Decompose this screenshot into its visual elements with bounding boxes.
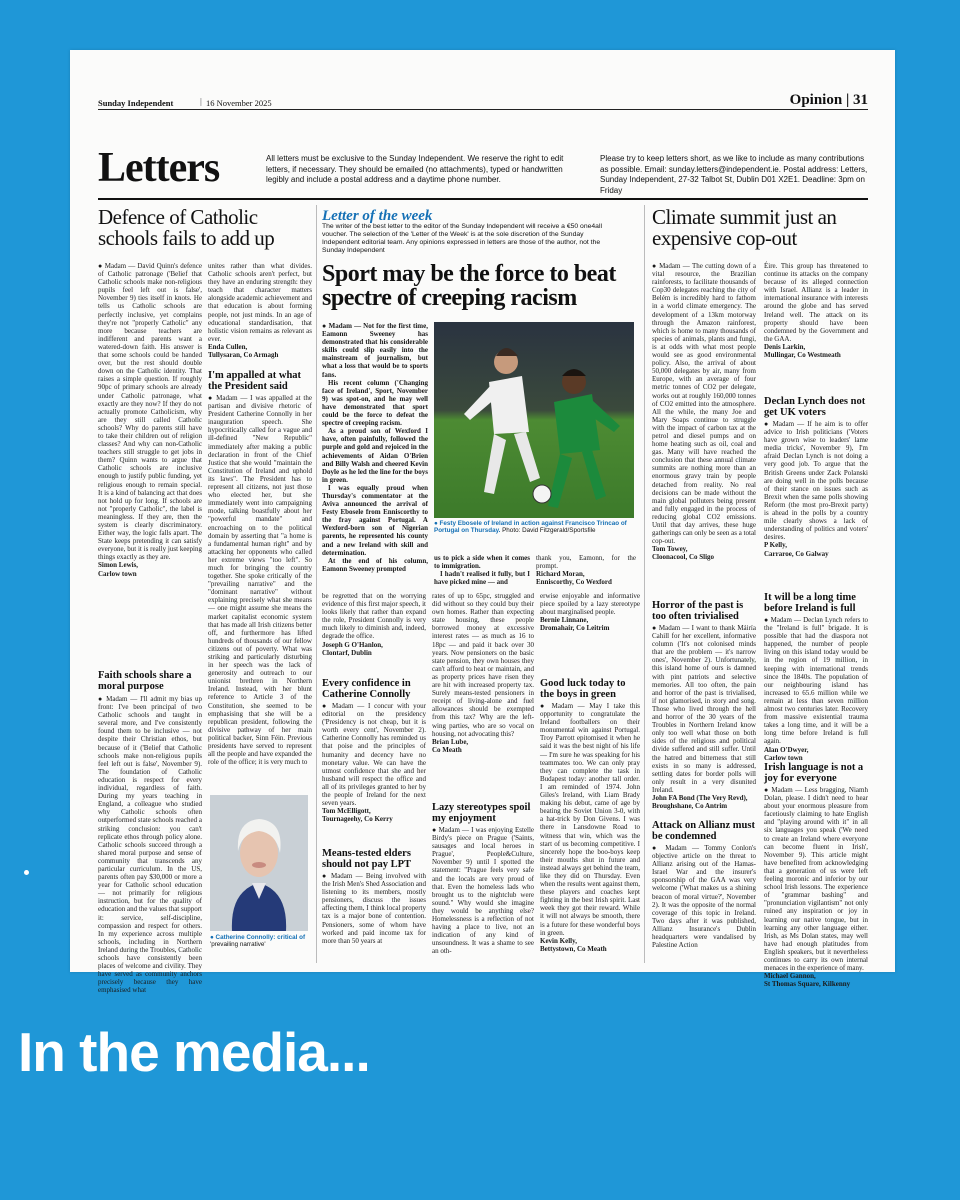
col7-subhead3: Irish language is not a joy for everyone [764,762,864,785]
col5-subhead: Good luck today to the boys in green [540,678,626,701]
signature-place: Carlow town [98,569,137,578]
in-the-media-caption: In the media... [18,1021,370,1083]
col3-body1: ● Madam — I concur with your editorial on the presidency ('Presidency is not cheap, but it is worth every cent', November 2). Catherine Connolly has reminded us that poise and the principles of humanity and decency have no monetary value. We can have the utmost confidence that she and her husband will respect the office and all of its privileges granted to her by the people of Ireland for the next seven years. Tom McElligott, Tournageehy, Co Kerry [322,702,426,824]
section-page: Opinion | 31 [789,92,868,108]
football-caption: ● Festy Ebosele of Ireland in action against Francisco Trincao of Portugal on Thursday. Photo: David Fitzgerald/Sportsfile [434,520,627,535]
letters-title: Letters [98,145,220,191]
col6-body2: ● Madam — I want to thank Máiría Cahill for her excellent, informative column ('It's not colonised minds that are the problem — it's narrow ones', November 2). Unfortunately, this island home of ours is damned with pint patriots and selective memories. All too often, the pain and horror of the past is trivialised, if not glamorised, in story and song. Those who lived through the hell and horror of the 30 years of the Troubles in Northern Ireland know only too well what those on both sides of the religious and political divide suffered and still suffer. Until the hatred and bitterness that still exists in so many is addressed, settling dates for border polls will only result in a very disunited Ireland. John FA Bond (The Very Revd), Broughshane, Co Antrim [652,624,756,811]
col6-subhead3: Attack on Allianz must be condemned [652,820,755,843]
col7-body3: ● Madam — Less bragging, Niamh Dolan, please. I didn't need to hear about your enormous pleasure from facetiously claiming to hate English and "playing around with it" in all six languages you speak ('We need to create an Ireland where everyone can become fluent in Irish', November 9). This article might have benefited from acknowledging that a generation of us were left feeling moronic and inferior by our school Irish lessons. The experience of "grammar bashing" and "pronunciation vigilantism" not only ruined any inspiration or joy in learning our native tongue, but in learning any other language either. Irish, as Ms Dolan states, may well have had enough platitudes from English speakers, but it nevertheless continues to carry its own internal menaces in the experience of many. Michael Gannon, St Thomas Square, Kilkenny [764,786,868,989]
col2-subhead: I'm appalled at what the President said [208,370,302,393]
col6-body3: ● Madam — Tommy Conlon's objective article on the threat to Allianz arising out of the Hamas-Israel War and the insurer's sponsorship of the GAA was very welcome ('What makes us a shining beacon of moral virtue?', November 2). It was the opposite of the normal coverage of this topic in Ireland. Two days after it was published, Allianz Insurance's Dublin headquarters were vandalised by Palestine Action [652,844,756,950]
col7-body2: ● Madam — Declan Lynch refers to the "Ireland is full" brigade. It is possible that had the diaspora not happened, the number of people living on this island today would be in the region of 19 million, in keeping with international trends since the 1840s. The population of our neighbouring island has increased to 65.6 million while we remain at less than seven million almost two centuries later. Recovery from massive existential trauma takes a long time, and it will be a long time before Ireland is full again. Alan O'Dwyer, Carlow town [764,616,868,762]
col2-body-top: unites rather than what divides. Catholic schools aren't perfect, but they have an enduring strength: they teach that character matters alongside academic achievement and that education is about forming people, not just minds. In an age of educational standardisation, that holistic vision remains as relevant as ever. Enda Cullen, Tullysaran, Co Armagh [208,262,312,360]
publication-name: Sunday Independent [98,98,174,108]
col3-subhead2: Means-tested elders should not pay LPT [322,848,411,871]
letter-of-week-note: The writer of the best letter to the editor of the Sunday Independent will receive a €50 one4all voucher. The selection of the 'Letter of the Week' is at the sole discretion of the Sunday Independent editorial team. Any opinions expressed in letters are those of the author, not the Sunday Independent [322,223,602,254]
col1-body: ● Madam — David Quinn's defence of Catholic patronage ('Belief that Catholic schools make non-religious pupils feel left out is false', November 9) ties itself in knots. He tells us Catholic schools are perfectly inclusive, yet complains they're not "properly Catholic" any more because teachers are indifferent and parents want a watered-down faith. His answer is that some schools could be handed over, but the rest should double down on the Catholic identity. That raises a simple question. If roughly 90pc of primary schools are already under Catholic patronage, what exactly are they now? If they do not actually promote Catholicism, why are they still called Catholic schools? Why do parents still have to take their children out of religion classes? And why can non-Catholic teachers still struggle to get jobs in them? Quinn wants to argue that Catholic schools are inclusive enough to justify public funding, yet religious enough to remain special. It is a kind of balancing act that does not hold up for long. If schools are not "properly Catholic", the label is meaningless. If they are, then the system is clearly discriminatory. Either way, the logic falls apart. The State keeps pretending it can satisfy everyone, but it is really just keeping things exactly as they are. Simon Lewis, Carlow town [98,262,202,578]
col7-subhead1: Declan Lynch does not get UK voters [764,396,866,419]
lotw-body-end: thank you, Eamonn, for the prompt. Richard Moran, Enniscorthy, Co Wexford [536,554,636,587]
col1-subhead: Faith schools share a moral purpose [98,670,192,693]
football-photo [434,322,634,518]
col7-subhead2: It will be a long time before Ireland is full [764,592,856,615]
column-divider [316,205,317,963]
signature: Simon Lewis, [98,561,139,570]
col7-body-top: Éire. This group has threatened to continue its attacks on the company because of its alleged connection with Israel. Allianz is a leader in international insurance with interests around the globe and has served Ireland well. The attack on its property should have been condemned by the Government and the GAA. Denis Larkin, Mullingar, Co Westmeath [764,262,868,360]
newspaper-page [70,50,895,995]
intro-right: Please try to keep letters short, as we like to include as many contributions as possible. Email: sunday.letters@independent.ie. Postal address: Letters, Sunday Independent, 27-32 Talbot St, Dublin D01 X2E1. Deadline: 3pm on Friday [600,154,868,195]
intro-left: All letters must be exclusive to the Sunday Independent. We reserve the right to edit letters, if necessary. They should be emailed (no attachments), typed or handwritten legibly and include a postal address and a daytime phone number. [266,154,564,184]
col4-body-top: rates of up to 65pc, struggled and did without so they could buy their own homes. Rather than expecting state housing, these people borrowed money at excessive interest rates — as much as 16 to 18pc — and paid it back over 30 years. Now pensioners on the basic state pension, they own houses they can't afford to heat or maintain, and as property prices have risen they are hit with increased property tax. Surely means-tested pensioners in receipt of living-alone and fuel allowances should be exempted from this tax? Why are the left-wing parties, who are so vocal on housing, not advocating this? Brian Lube, Co Meath [432,592,534,754]
col6-headline: Climate summit just an expensive cop-out [652,205,837,251]
lotw-body-cont: us to pick a side when it comes to immigration. I hadn't realised it fully, but I have picked mine — and [434,554,530,587]
col7-body1: ● Madam — If he aim is to offer advice to Irish politicians ('Voters have grown wise to leaders' lame media tricks', November 9), I'm afraid Declan Lynch is not doing a very good job. To argue that the British Greens under Zack Polanski are doing well in the polls because of their stance on issues such as Brexit when the same polls showing Reform (the most pro-Brexit party) is ahead in the polls by a country mile clearly shows a lack of understanding of politics and voters' desires. P Kelly, Carraroe, Co Galway [764,420,868,558]
issue-date: 16 November 2025 [206,98,272,108]
column-divider [644,205,645,963]
letter-of-week-headline: Sport may be the force to beat spectre of creeping racism [322,261,616,312]
col5-body: ● Madam — May I take this opportunity to congratulate the Ireland footballers on their monumental win against Portugal. Troy Parrott epitomised it when he said it was the best night of his life — I'm sure he was speaking for his teammates too. We can only pray they can complete the task in Budapest today: another tall order. I am reminded of 1974. John Giles's Ireland, with Liam Brady making his debut, came of age by beating the Soviet Union 3-0, with a hat-trick by Don Givens. I was there in Lansdowne Road to witness that win, which was the start of us becoming competitive. I sincerely hope the boo-boys keep their mouths shut in future and instead always get behind the team, like they did on Thursday. Even when the results went against them, these players and coaches kept fighting in the best Irish spirit. Last week they got their reward. While it will not always be smooth, there is a future for these wonderful boys in green. Kevin Kelly, Bettystown, Co Meath [540,702,640,953]
catherine-connolly-photo [210,795,308,931]
col6-body: ● Madam — The cutting down of a vital resource, the Brazilian rainforests, to facilitate thousands of Cop30 delegates reaching the city of Belém is incredibly hard to fathom in a world climate emergency. The development of a 13km motorway through the Amazon rainforest, which is home to many thousands of species of animals, plants and fungi, is at odds with what most people would see as good environmental policy. Also, the arrival of about 50,000 delegates by air, many from Europe, with an average of four metric tonnes of CO2 per delegate, works out at roughly 160,000 tonnes of CO2 emitted into the atmosphere. All the while, the many Joe and Mary Soaps continue to struggle with the impact of carbon tax at the petrol and diesel pumps and on home heating such as oil, coal and gas. Many will have reached the conclusion that these annual climate summits are nothing more than an enormous gravy train by people detached from reality. No real decisions can be made without the main global polluters being present and fully engaged in the process of reducing global CO2 emissions. Until that day arrives, these huge gatherings can only be seen as a total cop-out. Tom Towey, Cloonacool, Co Sligo [652,262,756,562]
col3-body2: ● Madam — Being involved with the Irish Men's Shed Association and listening to its members, mostly pensioners, discuss the issues affecting them, I think local property tax is a major bone of contention. Pensioners, some of whom have worked and paid income tax for more than 50 years at [322,872,426,945]
col4-subhead: Lazy stereotypes spoil my enjoyment [432,802,531,825]
lotw-body: ● Madam — Not for the first time, Eamonn Sweeney has demonstrated that his considerable skills could slip easily into the mainstream of journalism, but what a loss that would be to sports fans. His recent column ('Changing face of Ireland', Sport, November 9) was spot-on, and he may well have demonstrated that sport could be the force to defeat the spectre of creeping racism. As a proud son of Wexford I have, often painfully, followed the purple and gold and rejoiced in the achievements of Aidan O'Brien and Billy Walsh and cheered Kevin Doyle as he led the line for the boys in green. I was equally proud when Thursday's commentator at the Aviva announced the arrival of Festy Ebosele from Enniscorthy to the fray against Portugal. A Wexford-born son of Nigerian parents, he represented his county and a new Ireland with skill and determination. At the end of his column, Eamonn Sweeney prompted [322,322,428,573]
masthead: Sunday Independent | 16 November 2025 Opinion | 31 [98,92,868,108]
col1-body2: ● Madam — I'll admit my bias up front: I've been principal of two Catholic schools and taught in several more, and I've consistently found them to be inclusive — not despite their Christian ethos, but because of it ('Belief that Catholic schools make non-religious pupils feel left out is false', November 9). The foundation of Catholic education is respect for every individual, regardless of faith. During my years teaching in England, a colleague who studied why Catholic schools often outperformed state schools reached a striking conclusion: you can't replicate ethos through policy alone. Catholic schools succeed through a shared moral purpose and sense of community that transcends any particular curriculum. In the US, parents often pay $30,000 or more a year for Catholic school education — not primarily for religious instruction, but for the quality of education and the values that support it: service, self-discipline, compassion and respect for others. In my experience across multiple schools, including in Northern Ireland during the Troubles, Catholic schools have consistently been places of welcome and civility. They have served as community anchors precisely because they have emphasised what [98,695,202,995]
col3-body-top: be regretted that on the worrying evidence of this first major speech, it looks likely that rather than expand the role, President Connolly is very much likely to diminish and, indeed, degrade the office. Joseph G O'Hanlon, Clontarf, Dublin [322,592,426,657]
connolly-caption: ● Catherine Connolly: critical of 'prevailing narrative' [210,934,306,949]
col2-body: ● Madam — I was appalled at the partisan and divisive rhetoric of President Catherine Connolly in her inauguration speech. She hypocritically called for a vague and ill-defined "New Republic" immediately after making a public declaration in front of the Chief Justice that she would "maintain the Constitution of Ireland and uphold its laws". The President has to represent all citizens, not just those who elected her, but she immediately went into campaigning mode, talking boastfully about her "powerful mandate" and encroaching on to the political domain by asserting that "a home is a fundamental human right" and by attacking her opponents who called her extreme views "too left". So much for bringing the country together. She spoke critically of the "prevailing narrative" and the "dominant narrative" without explaining precisely what she means — one might assume she means the market capitalist economic system that has made all Irish citizens better off, and furthermore has lifted hundreds of thousands of our fellow citizens out of poverty. What was striking and particularly disturbing in her speech was the lack of generosity and outreach to our unionist brethren in Northern Ireland. Instead, with her blunt reference to Article 3 of the Constitution, she seemed to be emphasising that she will be a republican president, following the divisive pathway of her main political backer, Sinn Féin. Previous presidents have served to represent all the people and have expanded the role of the office; it is very much to [208,394,312,767]
letter-of-week-label: Letter of the week [322,208,433,224]
bullet-dot [24,870,29,875]
col5-body-top: erwise enjoyable and informative piece spoiled by a lazy stereotype about marginalised people. Bernie Linnane, Dromahair, Co Leitrim [540,592,640,633]
col6-subhead2: Horror of the past is too often trivialised [652,600,744,623]
header-rule [98,198,868,200]
col3-subhead1: Every confidence in Catherine Connolly [322,678,411,701]
col1-headline: Defence of Catholic schools fails to add up [98,205,275,251]
col4-body: ● Madam — I was enjoying Estelle Birdy's piece on Prague ('Saints, sausages and local heroes in Prague', People&Culture, November 9) until I spotted the statement: "Prague feels very safe and the locals are very proud of that. Even the homeless lads who brought us to the nightclub were sound." Why would she imagine they would be anything else? Homelessness is a reflection of not having a place to live, not an indication of any kind of unsoundness. It was a shame to see an oth- [432,826,534,956]
